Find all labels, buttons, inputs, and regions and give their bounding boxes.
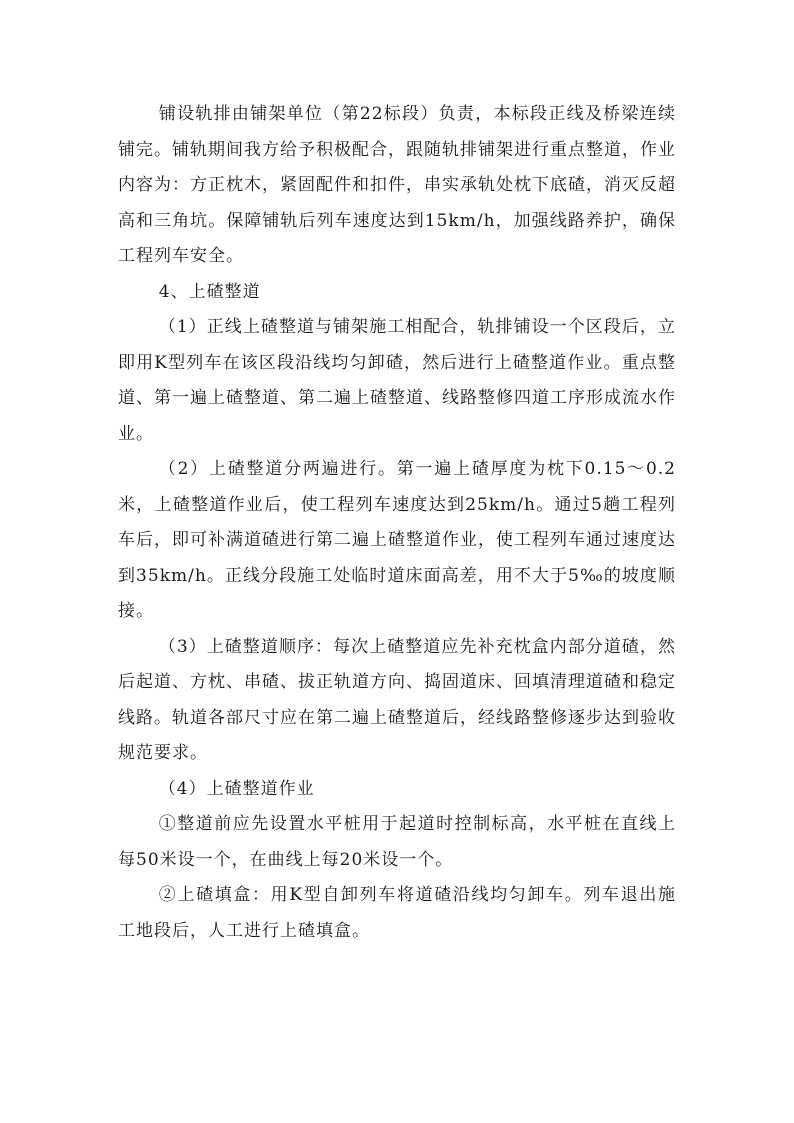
paragraph-item-1: （1）正线上碴整道与铺架施工相配合，轨排铺设一个区段后，立即用K型列车在该区段沿线均匀卸碴，然后进行上碴整道作业。重点整道、第一遍上碴整道、第二遍上碴整道、线路整修四道工序形成流水作业。 — [118, 317, 676, 444]
paragraph-item-4-heading: （4）上碴整道作业 — [158, 778, 315, 799]
paragraph-item-2: （2）上碴整道分两遍进行。第一遍上碴厚度为枕下0.15～0.2米，上碴整道作业后，使工程列车速度达到25km/h。通过5趟工程列车后，即可补满道碴进行第二遍上碴整道作业，使工程列车通过速度达到35km/h。正线分段施工处临时道床面高差，用不大于5‰的坡度顺接。 — [118, 459, 676, 621]
paragraph-track-laying: 铺设轨排由铺架单位（第22标段）负责，本标段正线及桥梁连续铺完。铺轨期间我方给予积极配合，跟随轨排铺架进行重点整道，作业内容为：方正枕木，紧固配件和扣件，串实承轨处枕下底碴，消灭反超高和三角坑。保障铺轨后列车速度达到15km/h，加强线路养护，确保工程列车安全。 — [118, 104, 676, 266]
paragraph-subitem-2: ②上碴填盒：用K型自卸列车将道碴沿线均匀卸车。列车退出施工地段后，人工进行上碴填盒。 — [118, 885, 676, 941]
section-heading-ballasting: 4、上碴整道 — [158, 281, 261, 302]
paragraph-subitem-1: ①整道前应先设置水平桩用于起道时控制标高，水平桩在直线上每50米设一个，在曲线上每20米设一个。 — [118, 814, 676, 870]
paragraph-item-3: （3）上碴整道顺序：每次上碴整道应先补充枕盒内部分道碴，然后起道、方枕、串碴、拔正轨道方向、捣固道床、回填清理道碴和稳定线路。轨道各部尺寸应在第二遍上碴整道后，经线路整修逐步达到验收规范要求。 — [118, 636, 676, 763]
